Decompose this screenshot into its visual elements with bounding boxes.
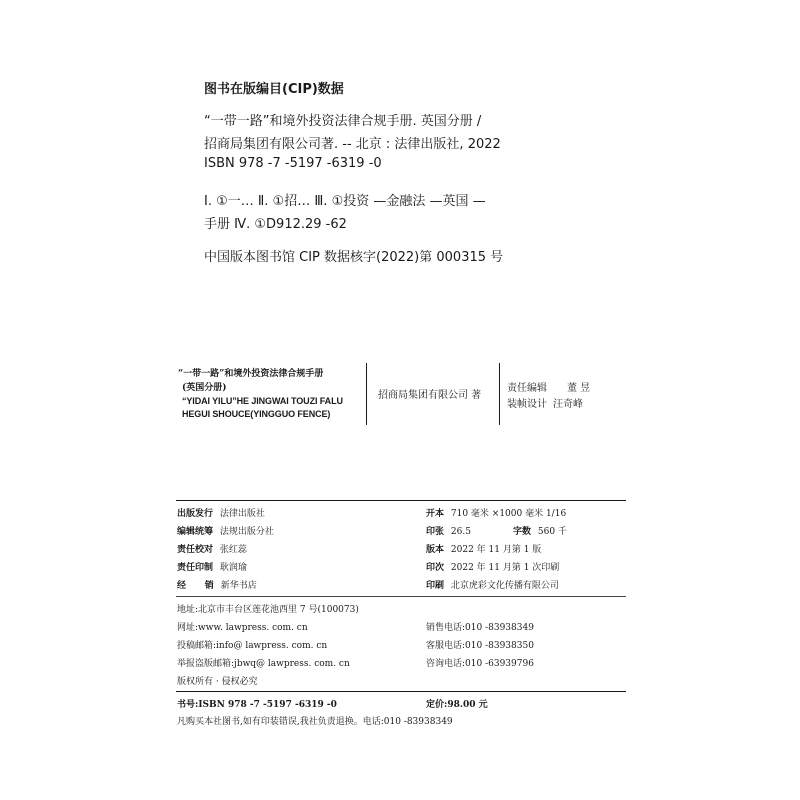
pub-row-words [513,524,567,537]
editor-name: 董 昱 [567,383,591,394]
book-title-en-line1: “YIDAI YILU”HE JINGWAI TOUZI FALU [182,396,343,406]
cip-title-line2: 招商局集团有限公司著. -- 北京 : 法律出版社, 2022 [204,137,501,152]
format-value: 710 毫米 ×1000 毫米 1/16 [450,509,567,519]
pub-value: 法规出版分社 [219,527,274,537]
pub-label: 责任印制 [177,563,214,573]
designer-label: 装帧设计 [507,399,547,410]
designer-name: 汪奇峰 [553,399,583,410]
pub-top-rule [176,500,626,501]
pub-row-editorial [177,524,274,537]
printer-value: 北京虎彩文化传播有限公司 [450,581,559,591]
pub-row-distributor [177,578,257,591]
footer-notice: 凡购买本社图书,如有印装错误,我社负责退换。电话:010 -83938349 [177,717,453,727]
printer-label: 印刷 [426,581,445,591]
book-title-en-line2: HEGUI SHOUCE(YINGGUO FENCE) [182,409,331,419]
pub-middle-rule [176,596,626,597]
contact-consult-phone: 咨询电话:010 -63939796 [426,659,534,669]
pub-label: 出版发行 [177,509,214,519]
cip-subject-line1: Ⅰ. ①一… Ⅱ. ①招… Ⅲ. ①投资 —金融法 —英国 — [204,194,486,209]
book-title-cn: “一带一路”和境外投资法律合规手册 [178,369,324,379]
pub-row-publisher [177,506,265,519]
cip-core-number: 中国版本图书馆 CIP 数据核字(2022)第 000315 号 [204,250,504,265]
words-label: 字数 [513,527,532,537]
pub-row-format [426,506,566,519]
cip-subject-line2: 手册 Ⅳ. ①D912.29 -62 [204,217,347,232]
format-label: 开本 [426,509,445,519]
pub-value: 新华书店 [220,581,257,591]
contact-sales-phone: 销售电话:010 -83938349 [426,623,534,633]
editor-label: 责任编辑 [507,383,547,394]
cip-title-line1: “一带一路”和境外投资法律合规手册. 英国分册 / [204,114,482,129]
contact-report-email: 举报盗版邮箱:jbwq@ lawpress. com. cn [177,659,350,669]
sheets-label: 印张 [426,527,445,537]
pub-row-edition [426,542,541,555]
pub-row-proofreader [177,542,247,555]
impression-label: 印次 [426,563,445,573]
contact-address: 地址:北京市丰台区莲花池西里 7 号(100073) [177,605,359,615]
words-value: 560 千 [537,527,567,537]
pub-row-impression [426,560,559,573]
contact-copyright: 版权所有 · 侵权必究 [177,677,258,687]
footer-price: 定价:98.00 元 [426,700,488,710]
pub-label: 经 销 [177,581,214,591]
book-divider-left [366,363,367,425]
pub-value: 法律出版社 [219,509,265,519]
pub-row-printer [426,578,559,591]
edition-value: 2022 年 11 月第 1 版 [450,545,542,555]
footer-book-number: 书号:ISBN 978 -7 -5197 -6319 -0 [177,700,337,710]
cip-isbn: ISBN 978 -7 -5197 -6319 -0 [204,156,382,171]
pub-value: 耿润瑜 [219,563,247,573]
book-author: 招商局集团有限公司 著 [378,390,482,401]
edition-label: 版本 [426,545,445,555]
impression-value: 2022 年 11 月第 1 次印刷 [450,563,560,573]
contact-service-phone: 客服电话:010 -83938350 [426,641,534,651]
pub-label: 编辑统筹 [177,527,214,537]
contact-website: 网址:www. lawpress. com. cn [177,623,308,633]
cip-heading: 图书在版编目(CIP)数据 [204,82,344,97]
footer-rule [176,691,626,692]
book-divider-right [499,363,500,425]
pub-label: 责任校对 [177,545,214,555]
book-subtitle-cn: (英国分册) [182,383,227,393]
sheets-value: 26.5 [450,527,471,537]
pub-row-printing-supervisor [177,560,247,573]
pub-row-sheets [426,524,471,537]
pub-value: 张红蕊 [219,545,247,555]
contact-submit-email: 投稿邮箱:info@ lawpress. com. cn [177,641,328,651]
